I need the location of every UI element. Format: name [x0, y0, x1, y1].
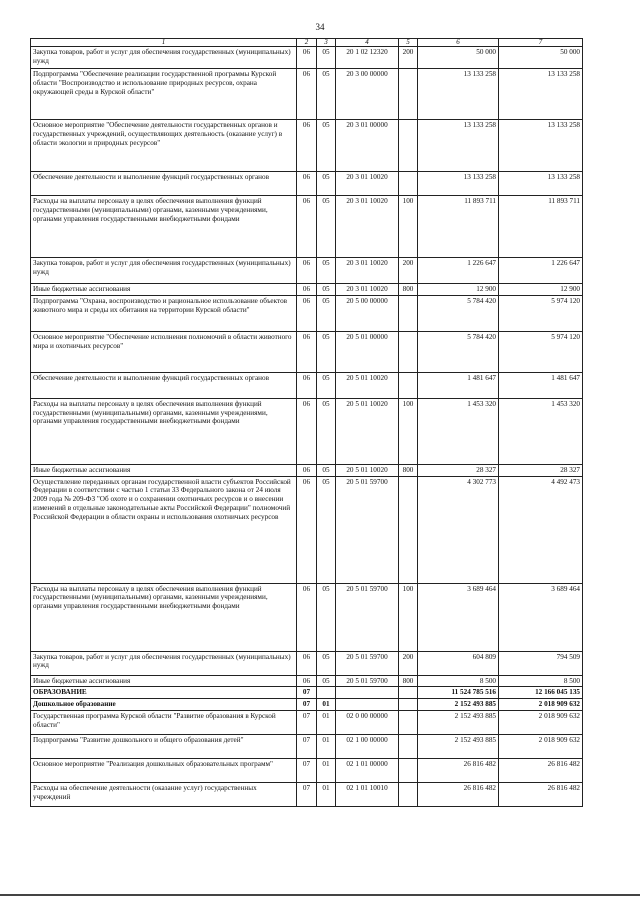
section-code: 06 — [297, 651, 317, 675]
table-row — [31, 258, 583, 284]
amount-year-2: 794 509 — [499, 651, 583, 675]
table-row — [31, 476, 583, 583]
amount-year-2: 50 000 — [499, 47, 583, 69]
subsection-code: 05 — [317, 476, 336, 583]
expense-name: Подпрограмма "Охрана, воспроизводство и рациональное использование объектов животного мира и среды их обитания на территории Курской области" — [31, 295, 297, 331]
expense-name: Закупка товаров, работ и услуг для обеспечения государственных (муниципальных) нужд — [31, 651, 297, 675]
subsection-code: 01 — [317, 699, 336, 711]
amount-year-2: 5 974 120 — [499, 331, 583, 372]
table-row — [31, 675, 583, 687]
table-row — [31, 284, 583, 296]
amount-year-1: 5 784 420 — [418, 295, 499, 331]
target-article-code: 20 5 00 00000 — [336, 295, 399, 331]
amount-year-1: 2 152 493 885 — [418, 710, 499, 734]
expense-name: Обеспечение деятельности и выполнение функций государственных органов — [31, 172, 297, 196]
subsection-code: 05 — [317, 464, 336, 476]
expense-type-code — [399, 295, 418, 331]
table-row — [31, 699, 583, 711]
column-header-row — [31, 39, 583, 47]
expense-name: ОБРАЗОВАНИЕ — [31, 687, 297, 699]
table-row — [31, 196, 583, 258]
expense-type-code — [399, 372, 418, 398]
expense-name: Подпрограмма "Обеспечение реализации государственной программы Курской области "Воспроизводство и использование природных ресурсов, охрана окружающей среды в Курской области" — [31, 69, 297, 120]
table-row — [31, 651, 583, 675]
subsection-code: 05 — [317, 172, 336, 196]
subsection-code: 05 — [317, 120, 336, 172]
expense-name: Расходы на выплаты персоналу в целях обеспечения выполнения функций государственными (муниципальными) органами, казенными учреждениями, органами управления государственными внебюджетными фондами — [31, 196, 297, 258]
page-number: 34 — [315, 22, 325, 32]
expense-type-code: 100 — [399, 196, 418, 258]
table-row — [31, 47, 583, 69]
subsection-code: 05 — [317, 295, 336, 331]
column-header: 4 — [336, 39, 399, 47]
expense-type-code — [399, 710, 418, 734]
expense-name: Обеспечение деятельности и выполнение функций государственных органов — [31, 372, 297, 398]
subsection-code: 01 — [317, 710, 336, 734]
table-row — [31, 758, 583, 782]
expense-name: Дошкольное образование — [31, 699, 297, 711]
expense-type-code: 200 — [399, 47, 418, 69]
table-row — [31, 583, 583, 651]
expense-type-code — [399, 120, 418, 172]
subsection-code: 05 — [317, 47, 336, 69]
target-article-code: 20 5 01 10020 — [336, 464, 399, 476]
target-article-code: 20 3 01 00000 — [336, 120, 399, 172]
section-code: 06 — [297, 120, 317, 172]
section-code: 06 — [297, 675, 317, 687]
subsection-code: 05 — [317, 331, 336, 372]
subsection-code: 05 — [317, 675, 336, 687]
amount-year-1: 8 500 — [418, 675, 499, 687]
expense-name: Основное мероприятие "Обеспечение деятельности государственных органов и государственных учреждений, осуществляющих деятельность (оказание услуг) в области экологии и природных ресурсов" — [31, 120, 297, 172]
budget-table — [30, 38, 583, 807]
expense-type-code: 100 — [399, 398, 418, 464]
amount-year-1: 26 816 482 — [418, 758, 499, 782]
amount-year-2: 13 133 258 — [499, 69, 583, 120]
amount-year-1: 11 893 711 — [418, 196, 499, 258]
target-article-code: 20 1 02 12320 — [336, 47, 399, 69]
expense-type-code — [399, 687, 418, 699]
subsection-code: 01 — [317, 734, 336, 758]
amount-year-1: 5 784 420 — [418, 331, 499, 372]
table-row — [31, 687, 583, 699]
amount-year-1: 13 133 258 — [418, 69, 499, 120]
section-code: 06 — [297, 284, 317, 296]
amount-year-1: 26 816 482 — [418, 782, 499, 806]
target-article-code: 20 3 01 10020 — [336, 196, 399, 258]
amount-year-2: 26 816 482 — [499, 782, 583, 806]
amount-year-1: 50 000 — [418, 47, 499, 69]
section-code: 07 — [297, 758, 317, 782]
amount-year-2: 3 689 464 — [499, 583, 583, 651]
section-code: 06 — [297, 464, 317, 476]
expense-name: Основное мероприятие "Реализация дошкольных образовательных программ" — [31, 758, 297, 782]
expense-type-code — [399, 476, 418, 583]
amount-year-2: 2 018 909 632 — [499, 710, 583, 734]
section-code: 06 — [297, 47, 317, 69]
target-article-code: 02 1 01 00000 — [336, 758, 399, 782]
amount-year-2: 26 816 482 — [499, 758, 583, 782]
expense-name: Основное мероприятие "Обеспечение исполнения полномочий в области животного мира и охотничьих ресурсов" — [31, 331, 297, 372]
expense-name: Расходы на обеспечение деятельности (оказание услуг) государственных учреждений — [31, 782, 297, 806]
amount-year-2: 28 327 — [499, 464, 583, 476]
subsection-code — [317, 687, 336, 699]
expense-name: Государственная программа Курской области "Развитие образования в Курской области" — [31, 710, 297, 734]
table-row — [31, 710, 583, 734]
section-code: 06 — [297, 398, 317, 464]
subsection-code: 05 — [317, 651, 336, 675]
table-row — [31, 172, 583, 196]
amount-year-2: 12 900 — [499, 284, 583, 296]
column-header: 6 — [418, 39, 499, 47]
expense-type-code — [399, 734, 418, 758]
amount-year-1: 604 809 — [418, 651, 499, 675]
table-row — [31, 398, 583, 464]
subsection-code: 05 — [317, 398, 336, 464]
section-code: 06 — [297, 295, 317, 331]
expense-type-code: 800 — [399, 675, 418, 687]
table-row — [31, 734, 583, 758]
subsection-code: 05 — [317, 583, 336, 651]
section-code: 06 — [297, 331, 317, 372]
section-code: 06 — [297, 196, 317, 258]
amount-year-2: 2 018 909 632 — [499, 699, 583, 711]
table-row — [31, 331, 583, 372]
amount-year-1: 13 133 258 — [418, 120, 499, 172]
column-header: 3 — [317, 39, 336, 47]
amount-year-1: 2 152 493 885 — [418, 699, 499, 711]
amount-year-1: 12 900 — [418, 284, 499, 296]
amount-year-2: 8 500 — [499, 675, 583, 687]
section-code: 06 — [297, 172, 317, 196]
section-code: 06 — [297, 476, 317, 583]
table-row — [31, 120, 583, 172]
expense-type-code — [399, 69, 418, 120]
amount-year-2: 12 166 045 135 — [499, 687, 583, 699]
target-article-code: 20 3 01 10020 — [336, 172, 399, 196]
expense-name: Подпрограмма "Развитие дошкольного и общего образования детей" — [31, 734, 297, 758]
amount-year-1: 4 302 773 — [418, 476, 499, 583]
amount-year-1: 1 453 320 — [418, 398, 499, 464]
section-code: 07 — [297, 699, 317, 711]
expense-type-code: 800 — [399, 284, 418, 296]
expense-name: Расходы на выплаты персоналу в целях обеспечения выполнения функций государственными (муниципальными) органами, казенными учреждениями, органами управления государственными внебюджетными фондами — [31, 583, 297, 651]
target-article-code: 02 0 00 00000 — [336, 710, 399, 734]
target-article-code: 20 3 01 10020 — [336, 284, 399, 296]
table-row — [31, 69, 583, 120]
table-row — [31, 464, 583, 476]
expense-name: Иные бюджетные ассигнования — [31, 284, 297, 296]
subsection-code: 01 — [317, 758, 336, 782]
target-article-code: 02 1 00 00000 — [336, 734, 399, 758]
table-row — [31, 372, 583, 398]
expense-name: Закупка товаров, работ и услуг для обеспечения государственных (муниципальных) нужд — [31, 258, 297, 284]
expense-name: Осуществление переданных органам государственной власти субъектов Российской Федерации в соответствии с частью 1 статьи 33 Федерального закона от 24 июля 2009 года № 209-ФЗ "Об охоте и о сохранении охотничьих ресурсов и о внесении изменений в отдельные законодательные акты Российской Федерации" полномочий Российской Федерации в области охраны и использования охотничьих ресурсов — [31, 476, 297, 583]
expense-name: Иные бюджетные ассигнования — [31, 464, 297, 476]
amount-year-2: 4 492 473 — [499, 476, 583, 583]
target-article-code: 20 5 01 59700 — [336, 675, 399, 687]
column-header: 5 — [399, 39, 418, 47]
expense-type-code: 800 — [399, 464, 418, 476]
expense-type-code — [399, 699, 418, 711]
expense-type-code: 100 — [399, 583, 418, 651]
section-code: 07 — [297, 710, 317, 734]
expense-type-code — [399, 758, 418, 782]
target-article-code: 20 5 01 59700 — [336, 651, 399, 675]
amount-year-2: 13 133 258 — [499, 172, 583, 196]
section-code: 06 — [297, 583, 317, 651]
target-article-code: 20 5 01 10020 — [336, 372, 399, 398]
target-article-code — [336, 699, 399, 711]
amount-year-2: 5 974 120 — [499, 295, 583, 331]
target-article-code: 20 5 01 10020 — [336, 398, 399, 464]
amount-year-1: 1 481 647 — [418, 372, 499, 398]
table-row — [31, 782, 583, 806]
amount-year-1: 13 133 258 — [418, 172, 499, 196]
subsection-code: 05 — [317, 372, 336, 398]
expense-type-code: 200 — [399, 258, 418, 284]
amount-year-2: 13 133 258 — [499, 120, 583, 172]
target-article-code: 20 3 01 10020 — [336, 258, 399, 284]
section-code: 06 — [297, 258, 317, 284]
expense-type-code: 200 — [399, 651, 418, 675]
section-code: 06 — [297, 372, 317, 398]
amount-year-2: 11 893 711 — [499, 196, 583, 258]
amount-year-2: 1 481 647 — [499, 372, 583, 398]
amount-year-1: 1 226 647 — [418, 258, 499, 284]
expense-name: Расходы на выплаты персоналу в целях обеспечения выполнения функций государственными (муниципальными) органами, казенными учреждениями, органами управления государственными внебюджетными фондами — [31, 398, 297, 464]
subsection-code: 05 — [317, 284, 336, 296]
section-code: 07 — [297, 782, 317, 806]
subsection-code: 05 — [317, 69, 336, 120]
subsection-code: 05 — [317, 196, 336, 258]
expense-type-code — [399, 172, 418, 196]
target-article-code: 02 1 01 10010 — [336, 782, 399, 806]
amount-year-1: 11 524 785 516 — [418, 687, 499, 699]
expense-type-code — [399, 331, 418, 372]
subsection-code: 05 — [317, 258, 336, 284]
subsection-code: 01 — [317, 782, 336, 806]
target-article-code — [336, 687, 399, 699]
table-row — [31, 295, 583, 331]
page-edge-line — [0, 894, 640, 896]
amount-year-2: 1 226 647 — [499, 258, 583, 284]
column-header: 7 — [499, 39, 583, 47]
target-article-code: 20 5 01 59700 — [336, 476, 399, 583]
amount-year-1: 28 327 — [418, 464, 499, 476]
target-article-code: 20 5 01 00000 — [336, 331, 399, 372]
column-header: 2 — [297, 39, 317, 47]
column-header: 1 — [31, 39, 297, 47]
amount-year-1: 3 689 464 — [418, 583, 499, 651]
target-article-code: 20 5 01 59700 — [336, 583, 399, 651]
amount-year-1: 2 152 493 885 — [418, 734, 499, 758]
expense-name: Закупка товаров, работ и услуг для обеспечения государственных (муниципальных) нужд — [31, 47, 297, 69]
amount-year-2: 1 453 320 — [499, 398, 583, 464]
expense-type-code — [399, 782, 418, 806]
amount-year-2: 2 018 909 632 — [499, 734, 583, 758]
section-code: 07 — [297, 687, 317, 699]
target-article-code: 20 3 00 00000 — [336, 69, 399, 120]
expense-name: Иные бюджетные ассигнования — [31, 675, 297, 687]
section-code: 07 — [297, 734, 317, 758]
section-code: 06 — [297, 69, 317, 120]
